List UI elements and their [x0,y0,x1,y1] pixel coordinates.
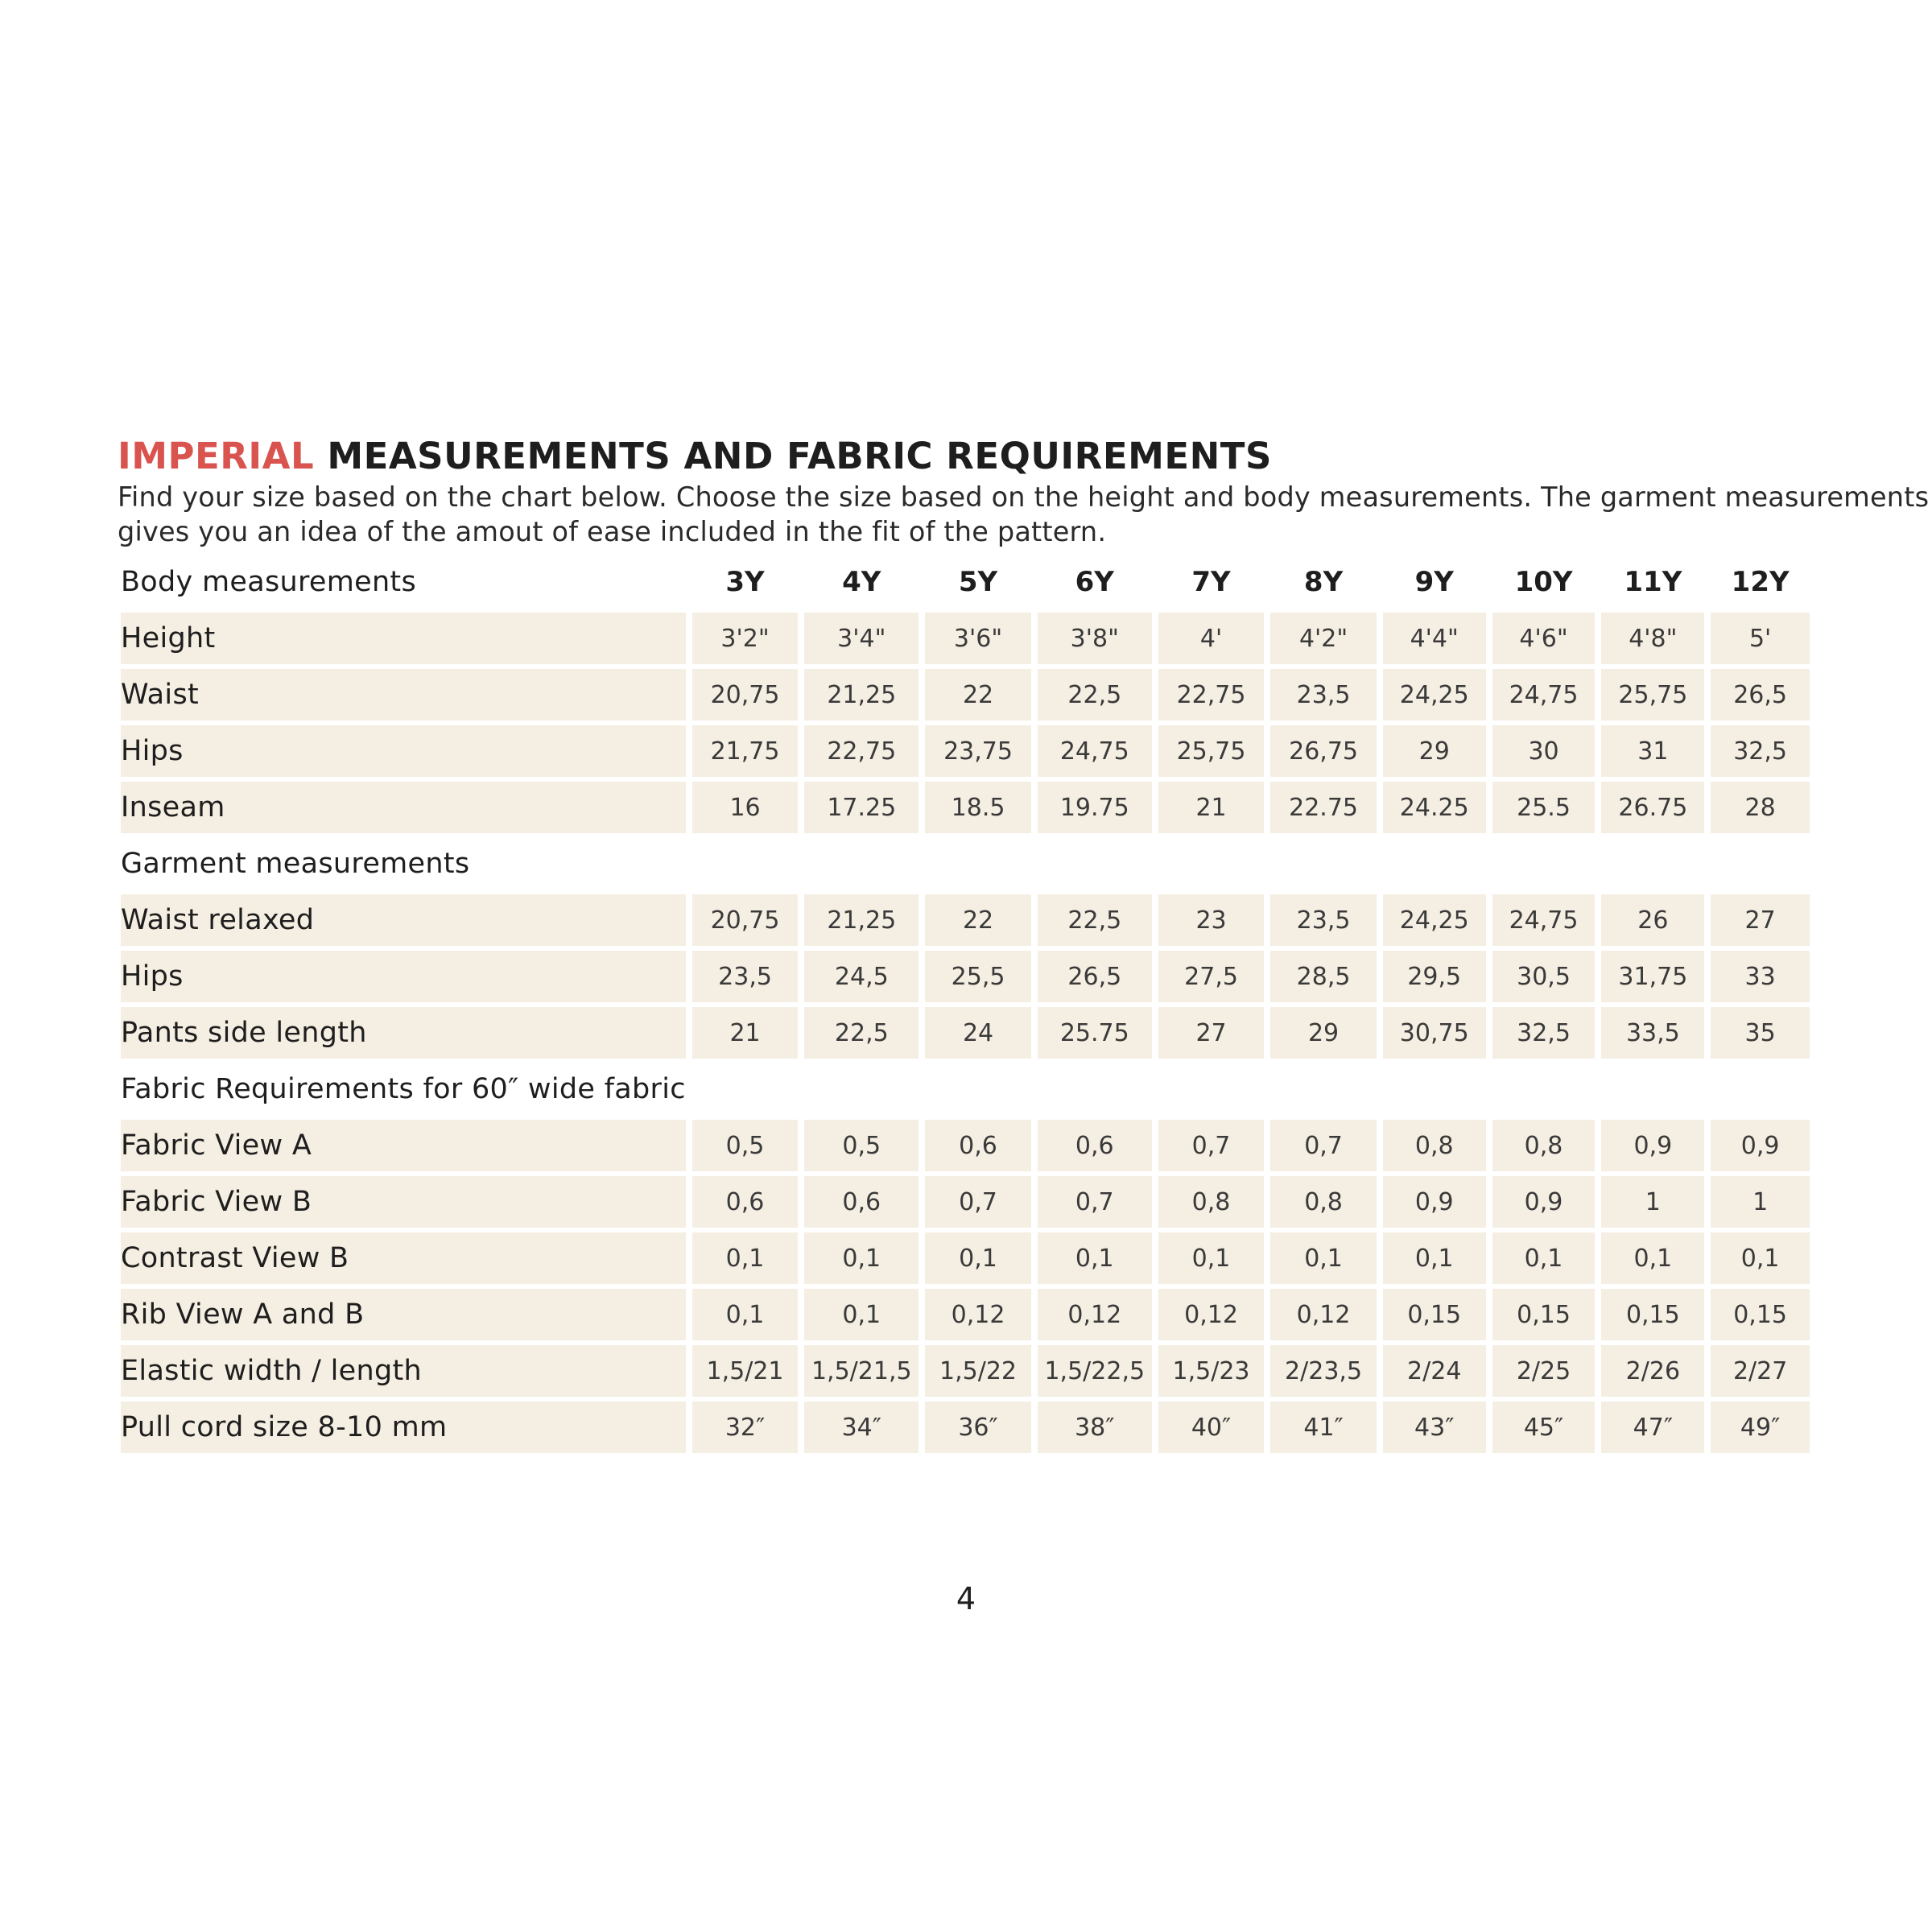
measurement-cell: 0,15 [1601,1289,1704,1340]
table-row [121,613,1810,664]
measurement-cell: 2/23,5 [1270,1345,1377,1397]
measurement-cell: 31,75 [1601,951,1704,1002]
measurement-cell: 45″ [1492,1402,1596,1453]
measurement-cell: 35 [1711,1007,1810,1059]
section-header-row [121,1063,1810,1115]
measurement-cell: 0,15 [1383,1289,1486,1340]
measurement-cell: 0,7 [1270,1120,1377,1171]
measurement-cell: 0,1 [1038,1232,1152,1284]
title-rest: MEASUREMENTS AND FABRIC REQUIREMENTS [327,435,1272,477]
empty-cell [1383,1063,1486,1115]
measurement-cell: 32,5 [1711,725,1810,777]
row-label: Fabric View B [121,1176,686,1228]
measurement-cell: 23,75 [925,725,1031,777]
measurement-cell: 25.5 [1492,782,1596,833]
measurement-cell: 22,75 [1158,669,1265,720]
measurement-cell: 0,5 [692,1120,799,1171]
measurement-cell: 0,8 [1492,1120,1596,1171]
measurement-cell: 26,5 [1711,669,1810,720]
measurement-cell: 0,9 [1492,1176,1596,1228]
table-row [121,1289,1810,1340]
empty-cell [804,838,919,890]
measurement-cell: 30 [1492,725,1596,777]
measurement-cell: 4'6" [1492,613,1596,664]
row-label: Rib View A and B [121,1289,686,1340]
measurement-cell: 0,1 [1158,1232,1265,1284]
measurement-cell: 22.75 [1270,782,1377,833]
measurement-cell: 28 [1711,782,1810,833]
section-heading: Body measurements [121,566,416,598]
measurement-cell: 0,1 [804,1232,919,1284]
measurement-cell: 0,12 [1038,1289,1152,1340]
empty-cell [925,838,1031,890]
measurement-cell: 29 [1383,725,1486,777]
measurement-cell: 1 [1711,1176,1810,1228]
measurement-cell: 4'4" [1383,613,1486,664]
measurement-cell: 4' [1158,613,1265,664]
size-column-header: 12Y [1731,566,1790,598]
measurement-cell: 24,75 [1492,894,1596,946]
empty-cell [1492,838,1596,890]
intro-text [118,480,1930,549]
measurement-cell: 30,5 [1492,951,1596,1002]
row-label: Pants side length [121,1007,686,1059]
measurement-cell: 24,75 [1038,725,1152,777]
measurement-cell: 1,5/22 [925,1345,1031,1397]
row-label: Hips [121,951,686,1002]
measurement-cell: 0,9 [1383,1176,1486,1228]
measurement-cell: 0,1 [1270,1232,1377,1284]
measurement-cell: 3'4" [804,613,919,664]
measurement-cell: 0,8 [1383,1120,1486,1171]
size-chart-table [114,551,1816,1458]
empty-cell [692,838,799,890]
title-accent: IMPERIAL [118,435,315,477]
measurement-cell: 17.25 [804,782,919,833]
table-row [121,894,1810,946]
measurement-cell: 24,25 [1383,669,1486,720]
measurement-cell: 0,12 [925,1289,1031,1340]
measurement-cell: 49″ [1711,1402,1810,1453]
table-row [121,725,1810,777]
measurement-cell: 0,1 [804,1289,919,1340]
page-number: 4 [956,1581,976,1616]
measurement-cell: 1,5/23 [1158,1345,1265,1397]
measurement-cell: 23,5 [692,951,799,1002]
measurement-cell: 0,1 [925,1232,1031,1284]
measurement-cell: 21 [692,1007,799,1059]
measurement-cell: 0,6 [1038,1120,1152,1171]
measurement-cell: 2/27 [1711,1345,1810,1397]
measurement-cell: 1,5/22,5 [1038,1345,1152,1397]
measurement-cell: 1,5/21 [692,1345,799,1397]
empty-cell [1038,838,1152,890]
measurement-cell: 22 [925,894,1031,946]
size-column-header: 3Y [725,566,765,598]
empty-cell [1711,838,1810,890]
measurement-cell: 29,5 [1383,951,1486,1002]
measurement-cell: 24 [925,1007,1031,1059]
measurement-cell: 0,1 [1711,1232,1810,1284]
empty-cell [1601,838,1704,890]
row-label: Waist relaxed [121,894,686,946]
measurement-cell: 0,6 [804,1176,919,1228]
document-page [118,433,1930,1443]
measurement-cell: 25,75 [1158,725,1265,777]
measurement-cell: 29 [1270,1007,1377,1059]
measurement-cell: 22 [925,669,1031,720]
measurement-cell: 25,75 [1601,669,1704,720]
measurement-cell: 43″ [1383,1402,1486,1453]
measurement-cell: 4'8" [1601,613,1704,664]
measurement-cell: 0,5 [804,1120,919,1171]
table-row [121,1345,1810,1397]
size-column-header: 6Y [1075,566,1114,598]
measurement-cell: 38″ [1038,1402,1152,1453]
measurement-cell: 0,12 [1158,1289,1265,1340]
measurement-cell: 26.75 [1601,782,1704,833]
section-header-row [121,838,1810,890]
empty-cell [1270,1063,1377,1115]
measurement-cell: 0,8 [1270,1176,1377,1228]
row-label: Contrast View B [121,1232,686,1284]
measurement-cell: 47″ [1601,1402,1704,1453]
table-row [121,1007,1810,1059]
measurement-cell: 0,7 [1038,1176,1152,1228]
measurement-cell: 21 [1158,782,1265,833]
measurement-cell: 0,1 [692,1289,799,1340]
measurement-cell: 0,9 [1601,1120,1704,1171]
empty-cell [1038,1063,1152,1115]
measurement-cell: 22,5 [804,1007,919,1059]
row-label: Height [121,613,686,664]
measurement-cell: 19.75 [1038,782,1152,833]
measurement-cell: 22,5 [1038,894,1152,946]
page-title [118,433,1816,480]
empty-cell [692,1063,799,1115]
intro-line-1: Find your size based on the chart below. Choose the size based on the height and body measurements. The garment measurements [118,481,1930,513]
measurement-cell: 27 [1158,1007,1265,1059]
measurement-cell: 0,7 [1158,1120,1265,1171]
measurement-cell: 0,6 [925,1120,1031,1171]
intro-line-2: gives you an idea of the amout of ease included in the fit of the pattern. [118,516,1107,547]
size-column-header: 8Y [1303,566,1344,598]
measurement-cell: 23 [1158,894,1265,946]
measurement-cell: 25.75 [1038,1007,1152,1059]
measurement-cell: 0,1 [692,1232,799,1284]
measurement-cell: 24.25 [1383,782,1486,833]
size-column-header: 4Y [842,566,881,598]
row-label: Pull cord size 8-10 mm [121,1402,686,1453]
measurement-cell: 18.5 [925,782,1031,833]
measurement-cell: 24,5 [804,951,919,1002]
measurement-cell: 33,5 [1601,1007,1704,1059]
measurement-cell: 3'2" [692,613,799,664]
empty-cell [1158,838,1265,890]
size-chart-body [121,556,1810,1453]
table-row [121,669,1810,720]
size-column-header: 10Y [1514,566,1573,598]
measurement-cell: 3'6" [925,613,1031,664]
measurement-cell: 24,75 [1492,669,1596,720]
empty-cell [1383,838,1486,890]
measurement-cell: 0,15 [1492,1289,1596,1340]
measurement-cell: 3'8" [1038,613,1152,664]
measurement-cell: 20,75 [692,894,799,946]
measurement-cell: 0,7 [925,1176,1031,1228]
measurement-cell: 2/26 [1601,1345,1704,1397]
size-column-header: 7Y [1191,566,1231,598]
section-heading: Fabric Requirements for 60″ wide fabric [121,1073,686,1105]
table-row [121,1232,1810,1284]
table-row [121,782,1810,833]
measurement-cell: 22,75 [804,725,919,777]
measurement-cell: 0,15 [1711,1289,1810,1340]
measurement-cell: 0,8 [1158,1176,1265,1228]
measurement-cell: 1 [1601,1176,1704,1228]
section-header-row [121,556,1810,608]
measurement-cell: 0,1 [1492,1232,1596,1284]
size-column-header: 5Y [958,566,998,598]
measurement-cell: 2/24 [1383,1345,1486,1397]
measurement-cell: 23,5 [1270,669,1377,720]
measurement-cell: 25,5 [925,951,1031,1002]
table-row [121,1176,1810,1228]
measurement-cell: 0,6 [692,1176,799,1228]
size-column-header: 11Y [1624,566,1682,598]
measurement-cell: 40″ [1158,1402,1265,1453]
measurement-cell: 21,75 [692,725,799,777]
measurement-cell: 4'2" [1270,613,1377,664]
measurement-cell: 0,12 [1270,1289,1377,1340]
measurement-cell: 31 [1601,725,1704,777]
row-label: Hips [121,725,686,777]
measurement-cell: 26,5 [1038,951,1152,1002]
measurement-cell: 27,5 [1158,951,1265,1002]
measurement-cell: 16 [692,782,799,833]
row-label: Waist [121,669,686,720]
empty-cell [1711,1063,1810,1115]
measurement-cell: 2/25 [1492,1345,1596,1397]
table-row [121,1120,1810,1171]
measurement-cell: 41″ [1270,1402,1377,1453]
empty-cell [1270,838,1377,890]
measurement-cell: 36″ [925,1402,1031,1453]
measurement-cell: 33 [1711,951,1810,1002]
row-label: Fabric View A [121,1120,686,1171]
empty-cell [1601,1063,1704,1115]
table-row [121,1402,1810,1453]
measurement-cell: 0,1 [1601,1232,1704,1284]
empty-cell [1158,1063,1265,1115]
measurement-cell: 26 [1601,894,1704,946]
measurement-cell: 21,25 [804,894,919,946]
measurement-cell: 34″ [804,1402,919,1453]
empty-cell [804,1063,919,1115]
measurement-cell: 21,25 [804,669,919,720]
measurement-cell: 5' [1711,613,1810,664]
measurement-cell: 30,75 [1383,1007,1486,1059]
measurement-cell: 26,75 [1270,725,1377,777]
size-column-header: 9Y [1414,566,1454,598]
measurement-cell: 0,9 [1711,1120,1810,1171]
empty-cell [925,1063,1031,1115]
measurement-cell: 27 [1711,894,1810,946]
measurement-cell: 24,25 [1383,894,1486,946]
measurement-cell: 20,75 [692,669,799,720]
table-row [121,951,1810,1002]
measurement-cell: 28,5 [1270,951,1377,1002]
row-label: Elastic width / length [121,1345,686,1397]
measurement-cell: 0,1 [1383,1232,1486,1284]
measurement-cell: 32″ [692,1402,799,1453]
measurement-cell: 23,5 [1270,894,1377,946]
measurement-cell: 22,5 [1038,669,1152,720]
measurement-cell: 1,5/21,5 [804,1345,919,1397]
measurement-cell: 32,5 [1492,1007,1596,1059]
empty-cell [1492,1063,1596,1115]
row-label: Inseam [121,782,686,833]
section-heading: Garment measurements [121,848,470,880]
